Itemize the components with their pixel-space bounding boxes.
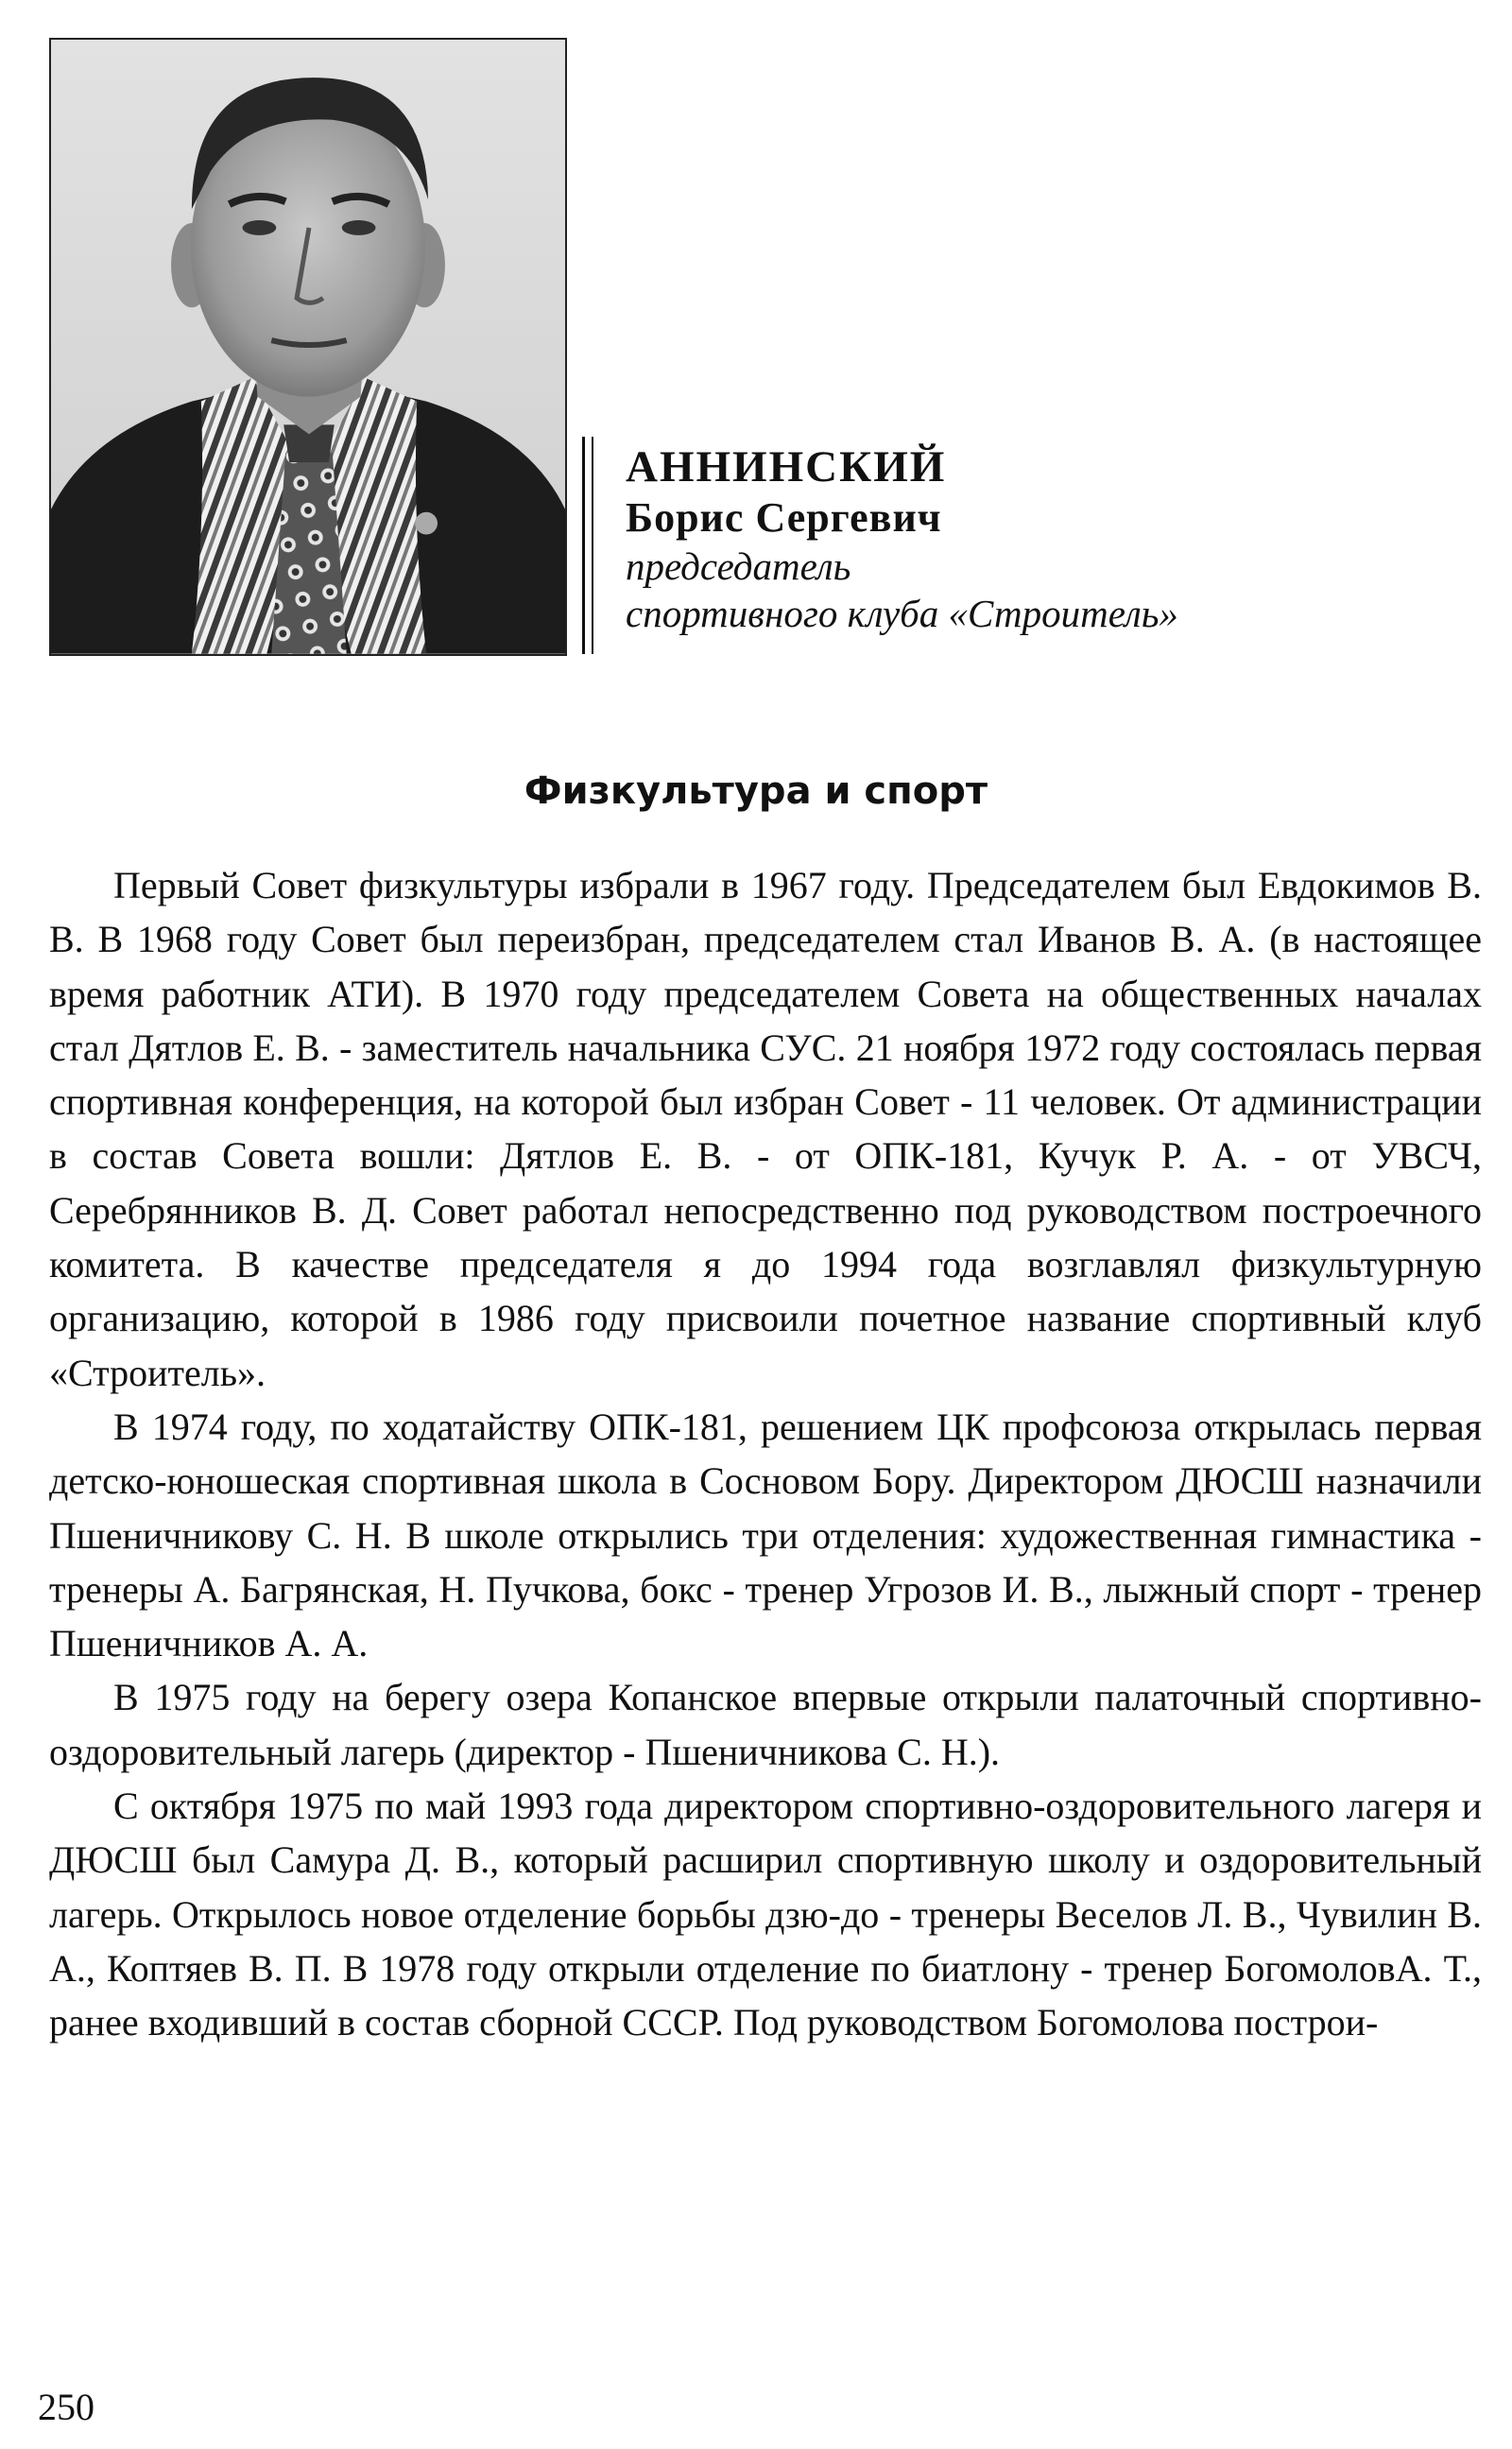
- page-number: 250: [38, 2386, 94, 2428]
- caption-text: [626, 437, 1178, 654]
- person-name: Борис Сергевич: [626, 494, 942, 541]
- caption-double-rule: [582, 437, 593, 654]
- paragraph: С октября 1975 по май 1993 года директором спортивно-оздоровительного лагеря и ДЮСШ был Самура Д. В., который расширил спортивную школу и оздоровительный лагерь. Открылось новое отделение борьбы дзю-до - тренеры Веселов Л. В., Чувилин В. А., Коптяев В. П. В 1978 году открыли отделение по биатлону - тренер БогомоловА. Т., ранее входивший в состав сборной СССР. Под руководством Богомолова построи-: [49, 1785, 1482, 2044]
- person-role-line2: спортивного клуба «Строитель»: [626, 592, 1178, 635]
- portrait-icon: [51, 40, 565, 654]
- article-body: [49, 858, 1482, 2050]
- person-role-line1: председатель: [626, 544, 851, 588]
- paragraph: В 1974 году, по ходатайству ОПК-181, решением ЦК профсоюза открылась первая детско-юношеская спортивная школа в Сосновом Бору. Директором ДЮСШ назначили Пшеничникову С. Н. В школе открылись три отделения: художественная гимнастика - тренеры А. Багрянская, Н. Пучкова, бокс - тренер Угрозов И. В., лыжный спорт - тренер Пшеничников А. А.: [49, 1405, 1482, 1665]
- person-caption: [582, 437, 1178, 654]
- portrait-photo: [49, 38, 567, 656]
- person-surname: АННИНСКИЙ: [626, 442, 947, 492]
- paragraph: В 1975 году на берегу озера Копанское впервые открыли палаточный спортивно-оздоровительный лагерь (директор - Пшеничникова С. Н.).: [49, 1676, 1482, 1773]
- paragraph: Первый Совет физкультуры избрали в 1967 году. Председателем был Евдокимов В. В. В 1968 году Совет был переизбран, председателем стал Иванов В. А. (в настоящее время работник АТИ). В 1970 году председателем Совета на общественных началах стал Дятлов Е. В. - заместитель начальника СУС. 21 ноября 1972 году состоялась первая спортивная конференция, на которой был избран Совет - 11 человек. От администрации в состав Совета вошли: Дятлов Е. В. - от ОПК-181, Кучук Р. А. - от УВСЧ, Серебрянников В. Д. Совет работал непосредственно под руководством построечного комитета. В качестве председателя я до 1994 года возглавлял физкультурную организацию, которой в 1986 году присвоили почетное название спортивный клуб «Строитель».: [49, 864, 1482, 1394]
- section-title: Физкультура и спорт: [524, 769, 988, 813]
